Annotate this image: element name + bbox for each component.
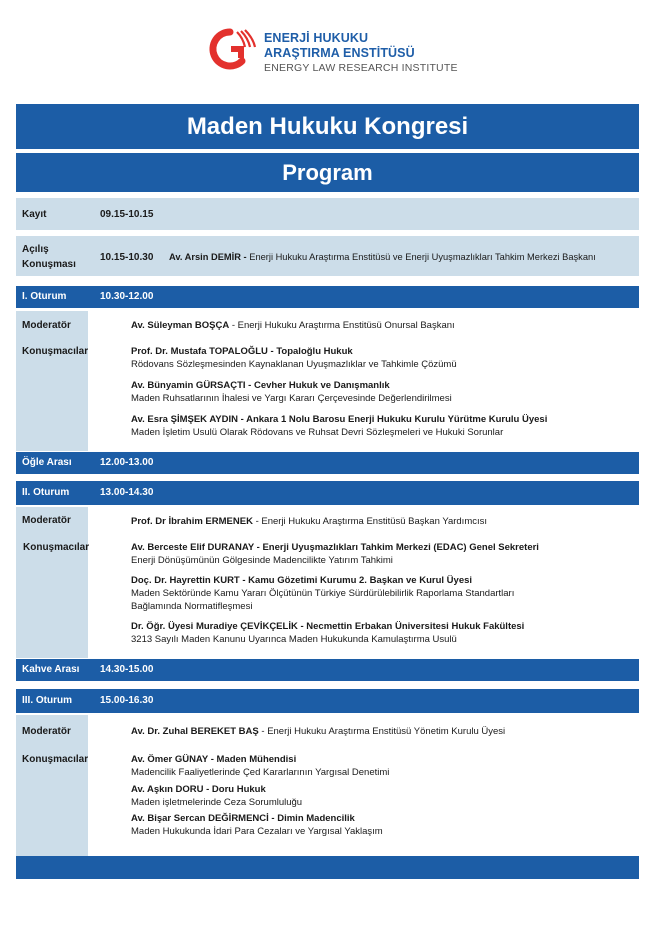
speaker-name: Dr. Öğr. Üyesi Muradiye ÇEVİKÇELİK - Necmettin Erbakan Üniversitesi Hukuk Fakültesi [131, 621, 525, 632]
session-3-speakers-label: Konuşmacılar [22, 754, 89, 765]
session-3-moderator-label: Moderatör [22, 726, 71, 737]
speaker-entry [131, 620, 524, 646]
session-1-moderator-label: Moderatör [22, 320, 71, 331]
talk-title: Maden İşletim Usulü Olarak Rödovans ve Ruhsat Devri Sözleşmeleri ve Hukuki Sorunlar [131, 427, 504, 438]
talk-title: Rödovans Sözleşmesinden Kaynaklanan Uyuşmazlıklar ve Tahkimle Çözümü [131, 359, 457, 370]
talk-title: Maden Sektöründe Kamu Yararı Ölçütünün Türkiye Sürdürülebilirlik Raporlama Standartları [131, 588, 515, 599]
talk-title: Maden işletmelerinde Ceza Sorumluluğu [131, 797, 303, 808]
talk-title-cont: Bağlamında Normatifleşmesi [131, 601, 253, 612]
session-2-time: 13.00-14.30 [100, 487, 154, 498]
registration-row [16, 198, 639, 230]
session-3-header [16, 689, 639, 713]
speaker-entry [131, 413, 547, 439]
opening-speaker-desc: Enerji Hukuku Araştırma Enstitüsü ve Enerji Uyuşmazlıkları Tahkim Merkezi Başkanı [246, 252, 596, 262]
lunch-label: Öğle Arası [22, 457, 72, 468]
opening-time: 10.15-10.30 [100, 252, 154, 263]
moderator-name: Av. Dr. Zuhal BEREKET BAŞ [131, 726, 259, 737]
speaker-entry [131, 379, 452, 405]
session-1-speakers-label: Konuşmacılar [22, 346, 89, 357]
moderator-desc: - Enerji Hukuku Araştırma Enstitüsü Yönetim Kurulu Üyesi [258, 726, 506, 737]
session-3-label: III. Oturum [22, 695, 72, 706]
institute-logo [208, 28, 468, 76]
opening-label-1: Açılış [22, 244, 49, 255]
opening-speaker [169, 252, 596, 262]
moderator-desc: - Enerji Hukuku Araştırma Enstitüsü Başkan Yardımcısı [252, 516, 488, 527]
coffee-break-bar [16, 659, 639, 681]
institute-logo-icon [208, 28, 260, 72]
talk-title: Madencilik Faaliyetlerinde Çed Kararlarının Yargısal Denetimi [131, 767, 390, 778]
lunch-time: 12.00-13.00 [100, 457, 154, 468]
opening-speaker-name: Av. Arsin DEMİR - [169, 252, 247, 262]
talk-title: Enerji Dönüşümünün Gölgesinde Madencilikte Yatırım Tahkimi [131, 555, 393, 566]
speaker-name: Av. Berceste Elif DURANAY - Enerji Uyuşmazlıkları Tahkim Merkezi (EDAC) Genel Sekreteri [131, 542, 539, 553]
session-3-time: 15.00-16.30 [100, 695, 154, 706]
talk-title: 3213 Sayılı Maden Kanunu Uyarınca Maden Hukukunda Kamulaştırma Usulü [131, 634, 457, 645]
moderator-name: Av. Süleyman BOŞÇA [131, 320, 230, 331]
session-2-sidebar [16, 507, 88, 658]
footer-bar [16, 856, 639, 879]
session-1-content [16, 311, 639, 451]
talk-title: Maden Hukukunda İdari Para Cezaları ve Yargısal Yaklaşım [131, 826, 383, 837]
session-3-moderator [131, 725, 505, 738]
lunch-break-bar [16, 452, 639, 474]
session-2-header [16, 481, 639, 505]
coffee-time: 14.30-15.00 [100, 664, 154, 675]
session-1-header [16, 286, 639, 308]
coffee-label: Kahve Arası [22, 664, 80, 675]
session-1-sidebar [16, 311, 88, 451]
registration-time: 09.15-10.15 [100, 209, 154, 220]
speaker-name: Av. Bişar Sercan DEĞİRMENCİ - Dimin Madencilik [131, 813, 355, 824]
session-2-label: II. Oturum [22, 487, 70, 498]
speaker-entry [131, 574, 514, 613]
speaker-entry [131, 541, 539, 567]
session-2-speakers-label: Konuşmacılar [23, 542, 90, 553]
registration-label: Kayıt [22, 209, 47, 220]
speaker-name: Prof. Dr. Mustafa TOPALOĞLU - Topaloğlu Hukuk [131, 346, 353, 357]
speaker-entry [131, 812, 383, 838]
speaker-entry [131, 783, 302, 809]
speaker-name: Av. Ömer GÜNAY - Maden Mühendisi [131, 754, 297, 765]
event-title: Maden Hukuku Kongresi [16, 104, 639, 149]
speaker-name: Av. Aşkın DORU - Doru Hukuk [131, 784, 266, 795]
session-1-time: 10.30-12.00 [100, 291, 154, 302]
session-2-moderator-label: Moderatör [22, 515, 71, 526]
session-3-content [16, 715, 639, 856]
talk-title: Maden Ruhsatlarının İhalesi ve Yargı Kararı Çerçevesinde Değerlendirilmesi [131, 393, 452, 404]
logo-line-1: ENERJİ HUKUKU [264, 31, 369, 45]
session-2-moderator [131, 515, 487, 528]
speaker-name: Av. Bünyamin GÜRSAÇTI - Cevher Hukuk ve Danışmanlık [131, 380, 390, 391]
session-1-label: I. Oturum [22, 291, 67, 302]
speaker-name: Av. Esra ŞİMŞEK AYDIN - Ankara 1 Nolu Barosu Enerji Hukuku Kurulu Yürütme Kurulu Üyesi [131, 414, 548, 425]
moderator-name: Prof. Dr İbrahim ERMENEK [131, 516, 253, 527]
opening-label-2: Konuşması [22, 259, 76, 270]
session-2-content [16, 507, 639, 658]
speaker-entry [131, 345, 457, 371]
logo-line-2: ARAŞTIRMA ENSTİTÜSÜ [264, 46, 415, 60]
speaker-name: Doç. Dr. Hayrettin KURT - Kamu Gözetimi Kurumu 2. Başkan ve Kurul Üyesi [131, 575, 473, 586]
speaker-entry [131, 753, 389, 779]
opening-row [16, 236, 639, 276]
program-heading: Program [16, 153, 639, 192]
moderator-desc: - Enerji Hukuku Araştırma Enstitüsü Onursal Başkanı [229, 320, 455, 331]
session-1-moderator [131, 319, 455, 332]
logo-line-3: ENERGY LAW RESEARCH INSTITUTE [264, 62, 458, 74]
